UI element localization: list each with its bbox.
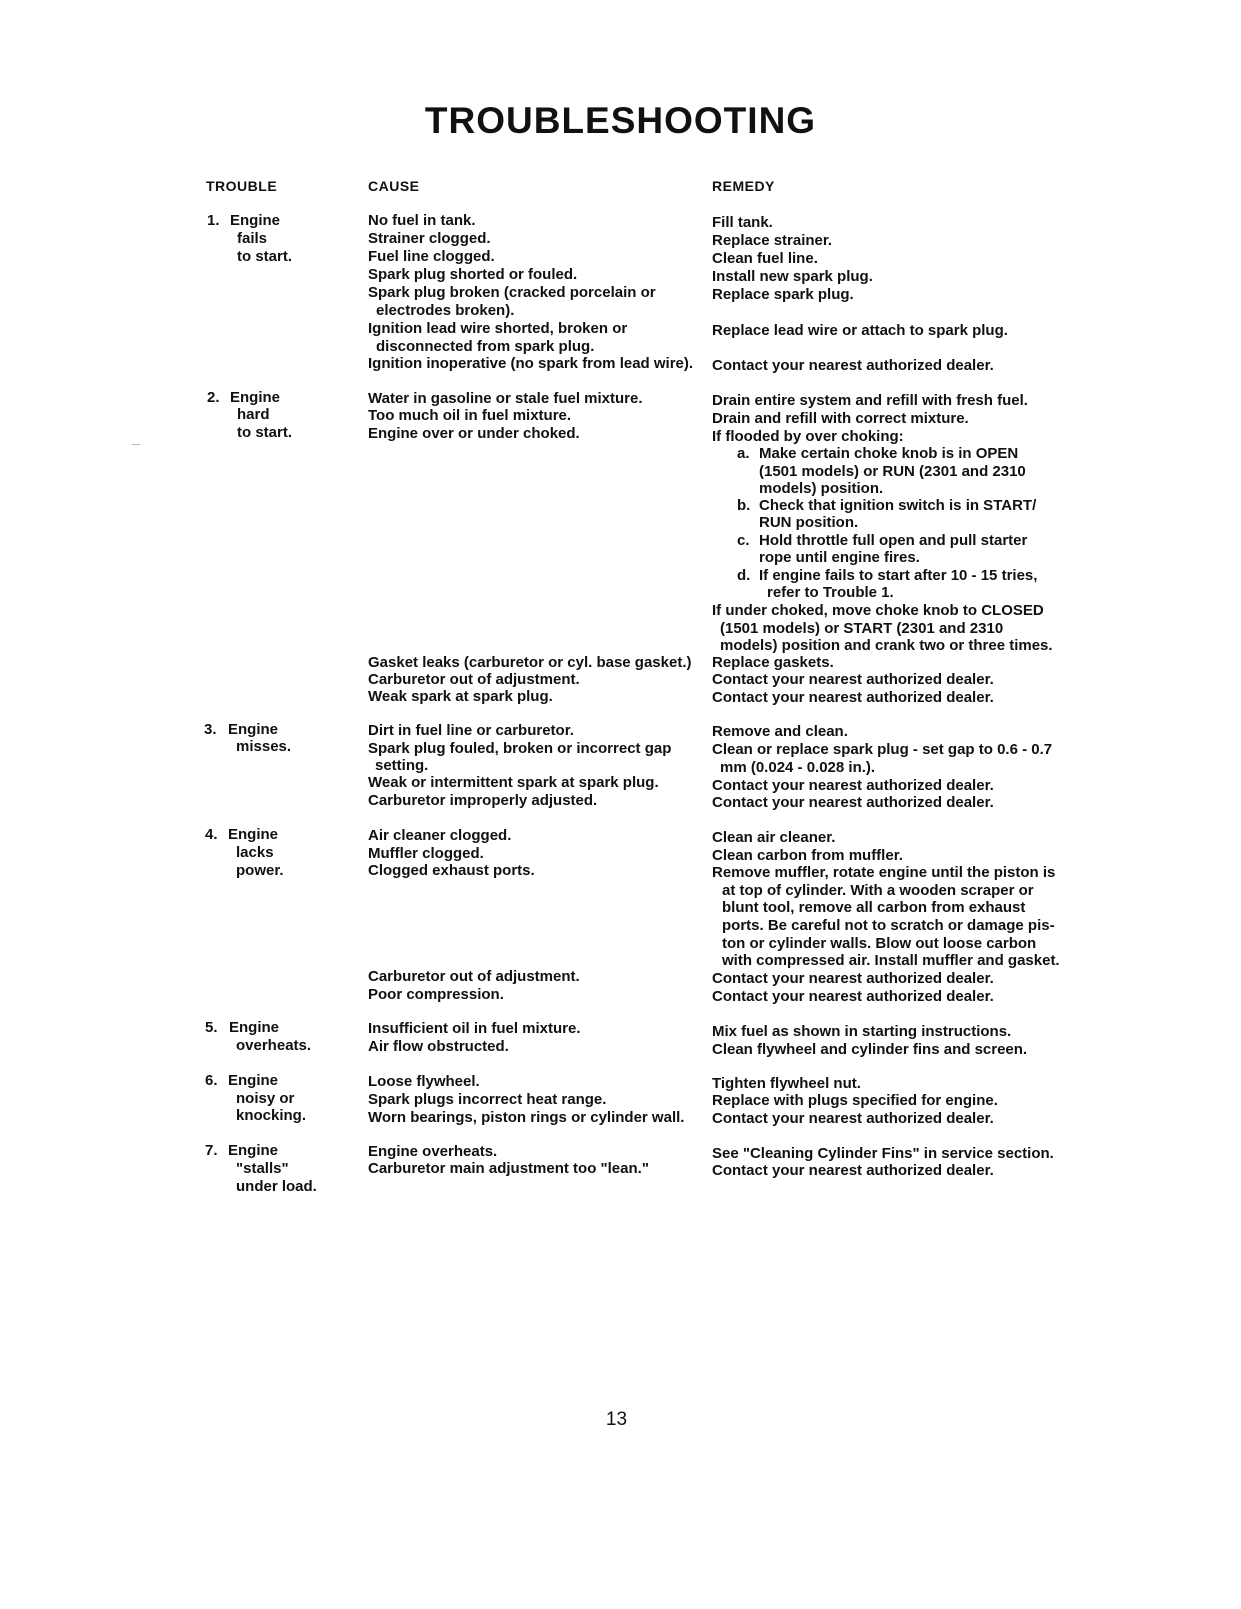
cause-line: Spark plug shorted or fouled. [368, 266, 578, 283]
remedy-line: Contact your nearest authorized dealer. [712, 988, 994, 1005]
cause-line: Carburetor improperly adjusted. [368, 792, 598, 809]
remedy-line: Clean flywheel and cylinder fins and screen. [712, 1041, 1028, 1058]
trouble-text: power. [236, 862, 284, 879]
page-title: TROUBLESHOOTING [424, 100, 817, 141]
trouble-text: noisy or [236, 1090, 295, 1107]
remedy-line: Contact your nearest authorized dealer. [712, 671, 994, 688]
remedy-line: Drain entire system and refill with fresh fuel. [712, 392, 1028, 409]
trouble-text: Engine [230, 212, 281, 229]
cause-line: Carburetor out of adjustment. [368, 671, 580, 688]
trouble-text: under load. [236, 1178, 317, 1195]
remedy-line: mm (0.024 - 0.028 in.). [720, 759, 876, 776]
remedy-line: Replace lead wire or attach to spark plug. [712, 322, 1008, 339]
trouble-text: Engine [228, 1072, 279, 1089]
remedy-step-letter: c. [737, 532, 750, 549]
remedy-line: Contact your nearest authorized dealer. [712, 970, 994, 987]
trouble-number: 2. [207, 389, 220, 406]
remedy-line: Tighten flywheel nut. [712, 1075, 861, 1092]
remedy-line: at top of cylinder. With a wooden scraper or [722, 882, 1034, 899]
cause-line: Muffler clogged. [368, 845, 484, 862]
remedy-line: Clean carbon from muffler. [712, 847, 903, 864]
remedy-line: ports. Be careful not to scratch or damage pis- [722, 917, 1055, 934]
cause-line: Poor compression. [368, 986, 504, 1003]
cause-line: Air cleaner clogged. [368, 827, 512, 844]
trouble-number: 1. [207, 212, 220, 229]
cause-line: Spark plug broken (cracked porcelain or [368, 284, 656, 301]
cause-line: No fuel in tank. [368, 212, 476, 229]
remedy-step-letter: d. [737, 567, 751, 584]
trouble-text: fails [237, 230, 268, 247]
remedy-line: Clean air cleaner. [712, 829, 836, 846]
cause-line: Spark plugs incorrect heat range. [368, 1091, 607, 1108]
cause-line: Ignition inoperative (no spark from lead wire). [368, 355, 694, 372]
remedy-line: blunt tool, remove all carbon from exhaust [722, 899, 1026, 916]
remedy-line: models) position. [759, 480, 884, 497]
remedy-line: Make certain choke knob is in OPEN [759, 445, 1019, 462]
trouble-text: Engine [229, 1019, 280, 1036]
cause-line: Engine over or under choked. [368, 425, 580, 442]
column-header-trouble: TROUBLE [206, 178, 278, 194]
remedy-line: Contact your nearest authorized dealer. [712, 1162, 994, 1179]
remedy-line: models) position and crank two or three times. [720, 637, 1053, 654]
trouble-text: lacks [236, 844, 274, 861]
remedy-step-letter: a. [737, 445, 750, 462]
remedy-line: Remove and clean. [712, 723, 848, 740]
remedy-line: Replace spark plug. [712, 286, 854, 303]
remedy-line: Fill tank. [712, 214, 773, 231]
remedy-line: Contact your nearest authorized dealer. [712, 794, 994, 811]
remedy-line: Hold throttle full open and pull starter [759, 532, 1028, 549]
remedy-line: Replace with plugs specified for engine. [712, 1092, 998, 1109]
trouble-text: hard [237, 406, 270, 423]
cause-line: electrodes broken). [376, 302, 515, 319]
trouble-text: overheats. [236, 1037, 312, 1054]
trouble-number: 7. [205, 1142, 218, 1159]
trouble-text: Engine [228, 1142, 279, 1159]
remedy-line: Check that ignition switch is in START/ [759, 497, 1037, 514]
cause-line: Strainer clogged. [368, 230, 491, 247]
remedy-line: Replace strainer. [712, 232, 833, 249]
remedy-line: (1501 models) or START (2301 and 2310 [720, 620, 1004, 637]
remedy-line: Replace gaskets. [712, 654, 834, 671]
trouble-text: Engine [228, 826, 279, 843]
cause-line: Loose flywheel. [368, 1073, 480, 1090]
remedy-step-letter: b. [737, 497, 751, 514]
page-number: 13 [605, 1409, 628, 1430]
trouble-text: Engine [230, 389, 281, 406]
remedy-line: If engine fails to start after 10 - 15 tries, [759, 567, 1038, 584]
cause-line: Dirt in fuel line or carburetor. [368, 722, 574, 739]
remedy-line: rope until engine fires. [759, 549, 920, 566]
remedy-line: If flooded by over choking: [712, 428, 904, 445]
remedy-line: If under choked, move choke knob to CLOSED [712, 602, 1044, 619]
remedy-line: Contact your nearest authorized dealer. [712, 357, 994, 374]
trouble-text: to start. [237, 248, 293, 265]
remedy-line: refer to Trouble 1. [767, 584, 894, 601]
cause-line: Worn bearings, piston rings or cylinder wall. [368, 1109, 685, 1126]
trouble-number: 6. [205, 1072, 218, 1089]
trouble-text: to start. [237, 424, 293, 441]
remedy-line: Clean fuel line. [712, 250, 818, 267]
cause-line: Clogged exhaust ports. [368, 862, 535, 879]
trouble-text: knocking. [236, 1107, 307, 1124]
column-header-cause: CAUSE [368, 178, 420, 194]
remedy-line: See "Cleaning Cylinder Fins" in service section. [712, 1145, 1054, 1162]
cause-line: Insufficient oil in fuel mixture. [368, 1020, 581, 1037]
remedy-line: Remove muffler, rotate engine until the piston is [712, 864, 1056, 881]
remedy-line: Drain and refill with correct mixture. [712, 410, 969, 427]
remedy-line: with compressed air. Install muffler and gasket. [722, 952, 1060, 969]
remedy-line: Contact your nearest authorized dealer. [712, 777, 994, 794]
remedy-line: Clean or replace spark plug - set gap to 0.6 - 0.7 [712, 741, 1053, 758]
trouble-number: 4. [205, 826, 218, 843]
column-header-remedy: REMEDY [712, 178, 775, 194]
trouble-text: Engine [228, 721, 279, 738]
trouble-number: 3. [204, 721, 217, 738]
cause-line: Weak or intermittent spark at spark plug. [368, 774, 659, 791]
remedy-line: Contact your nearest authorized dealer. [712, 689, 994, 706]
cause-line: disconnected from spark plug. [376, 338, 595, 355]
remedy-line: RUN position. [759, 514, 859, 531]
cause-line: Engine overheats. [368, 1143, 498, 1160]
remedy-line: (1501 models) or RUN (2301 and 2310 [759, 463, 1026, 480]
trouble-text: misses. [236, 738, 292, 755]
cause-line: Too much oil in fuel mixture. [368, 407, 572, 424]
cause-line: Fuel line clogged. [368, 248, 495, 265]
cause-line: Weak spark at spark plug. [368, 688, 553, 705]
cause-line: setting. [375, 757, 429, 774]
remedy-line: Contact your nearest authorized dealer. [712, 1110, 994, 1127]
cause-line: Spark plug fouled, broken or incorrect gap [368, 740, 672, 757]
remedy-line: ton or cylinder walls. Blow out loose carbon [722, 935, 1037, 952]
remedy-line: Mix fuel as shown in starting instructions. [712, 1023, 1012, 1040]
cause-line: Water in gasoline or stale fuel mixture. [368, 390, 643, 407]
cause-line: Ignition lead wire shorted, broken or [368, 320, 628, 337]
remedy-line: Install new spark plug. [712, 268, 873, 285]
trouble-number: 5. [205, 1019, 218, 1036]
margin-mark [132, 444, 140, 445]
cause-line: Gasket leaks (carburetor or cyl. base gasket.) [368, 654, 692, 671]
cause-line: Air flow obstructed. [368, 1038, 509, 1055]
cause-line: Carburetor main adjustment too "lean." [368, 1160, 649, 1177]
trouble-text: "stalls" [236, 1160, 289, 1177]
cause-line: Carburetor out of adjustment. [368, 968, 580, 985]
